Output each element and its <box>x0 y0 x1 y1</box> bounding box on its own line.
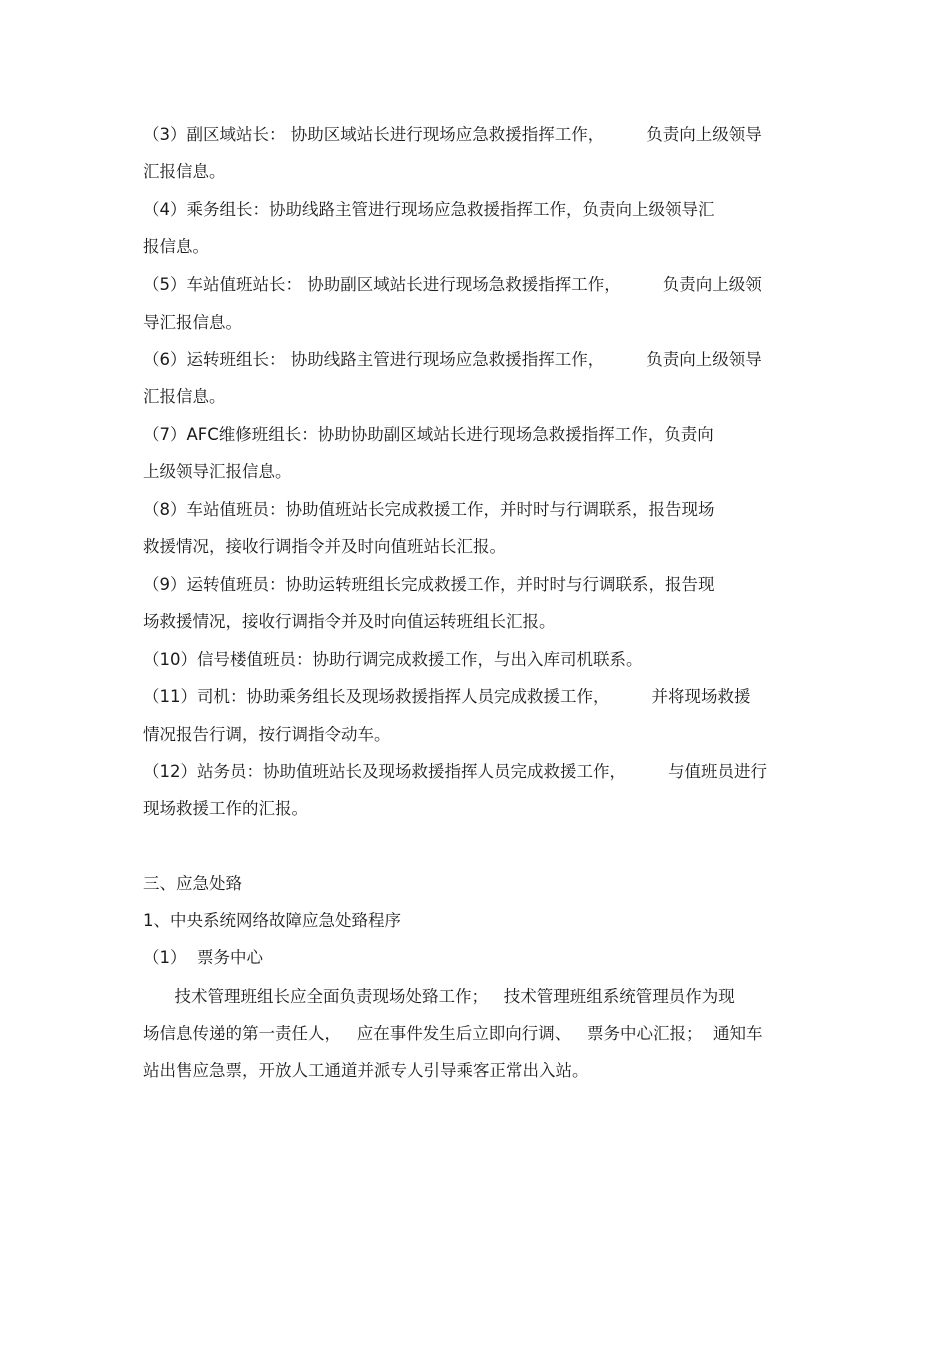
section-subheading: 1、中央系统网络故障应急处臵程序 <box>143 911 401 930</box>
role-9-line-1: （9）运转值班员：协助运转班组长完成救援工作，并时时与行调联系，报告现 <box>143 575 715 594</box>
paragraph-line-1: 技术管理班组长应全面负责现场处臵工作； 技术管理班组系统管理员作为现 <box>143 987 735 1006</box>
role-9-line-2: 场救援情况，接收行调指令并及时向值运转班组长汇报。 <box>143 612 556 631</box>
role-3-line-1: （3）副区域站长： 协助区域站长进行现场应急救援指挥工作， 负责向上级领导 <box>143 125 762 144</box>
role-5-line-2: 导汇报信息。 <box>143 313 242 332</box>
paragraph-line-3: 站出售应急票，开放人工通道并派专人引导乘客正常出入站。 <box>143 1061 589 1080</box>
role-6-line-2: 汇报信息。 <box>143 387 226 406</box>
role-8-line-1: （8）车站值班员：协助值班站长完成救援工作，并时时与行调联系，报告现场 <box>143 500 715 519</box>
section-item: （1） 票务中心 <box>143 948 263 967</box>
paragraph-line-2: 场信息传递的第一责任人， 应在事件发生后立即向行调、 票务中心汇报； 通知车 <box>143 1024 763 1043</box>
role-8-line-2: 救援情况，接收行调指令并及时向值班站长汇报。 <box>143 537 506 556</box>
role-11-line-1: （11）司机：协助乘务组长及现场救援指挥人员完成救援工作， 并将现场救援 <box>143 687 751 706</box>
role-12-line-1: （12）站务员：协助值班站长及现场救援指挥人员完成救援工作， 与值班员进行 <box>143 762 767 781</box>
role-7-line-2: 上级领导汇报信息。 <box>143 462 292 481</box>
role-3-line-2: 汇报信息。 <box>143 162 226 181</box>
role-6-line-1: （6）运转班组长： 协助线路主管进行现场应急救援指挥工作， 负责向上级领导 <box>143 350 762 369</box>
role-5-line-1: （5）车站值班站长： 协助副区域站长进行现场急救援指挥工作， 负责向上级领 <box>143 275 762 294</box>
role-7-line-1: （7）AFC维修班组长：协助协助副区域站长进行现场急救援指挥工作，负责向 <box>143 425 714 444</box>
section-heading: 三、应急处臵 <box>143 874 242 893</box>
role-10-line-1: （10）信号楼值班员：协助行调完成救援工作，与出入库司机联系。 <box>143 650 643 669</box>
role-4-line-1: （4）乘务组长：协助线路主管进行现场应急救援指挥工作，负责向上级领导汇 <box>143 200 715 219</box>
role-4-line-2: 报信息。 <box>143 237 209 256</box>
role-11-line-2: 情况报告行调，按行调指令动车。 <box>143 725 391 744</box>
role-12-line-2: 现场救援工作的汇报。 <box>143 799 308 818</box>
